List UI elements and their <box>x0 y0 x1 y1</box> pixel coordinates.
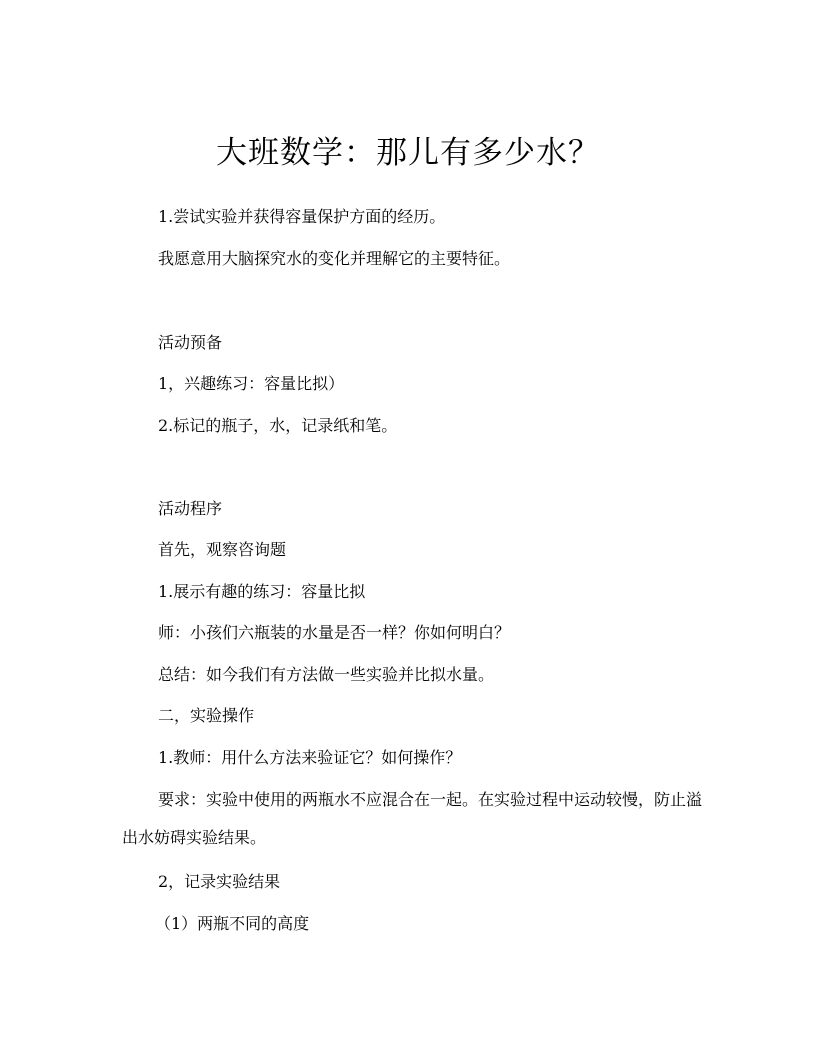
paragraph-goal-2: 我愿意用大脑探究水的变化并理解它的主要特征。 <box>158 249 511 268</box>
paragraph-record-1: （1）两瓶不同的高度 <box>155 914 310 933</box>
paragraph-summary: 总结：如今我们有方法做一些实验并比拟水量。 <box>158 665 495 684</box>
paragraph-requirements: 要求：实验中使用的两瓶水不应混合在一起。在实验过程中运动较慢，防止溢出水妨碍实验结果。 <box>122 790 703 847</box>
section-heading-experiment: 二，实验操作 <box>158 706 255 725</box>
paragraph-prep-2: 2.标记的瓶子，水，记录纸和笔。 <box>158 416 398 435</box>
section-heading-procedure: 活动程序 <box>158 499 223 518</box>
paragraph-observe: 首先，观察咨询题 <box>158 540 287 559</box>
paragraph-show: 1.展示有趣的练习：容量比拟 <box>158 582 366 601</box>
paragraph-prep-1: 1，兴趣练习：容量比拟） <box>158 374 345 393</box>
paragraph-teacher-method: 1.教师：用什么方法来验证它？如何操作？ <box>158 748 462 767</box>
document-title: 大班数学：那儿有多少水？ <box>216 134 600 171</box>
section-heading-preparation: 活动预备 <box>158 333 223 352</box>
section-heading-record: 2，记录实验结果 <box>158 872 281 891</box>
paragraph-teacher-question: 师：小孩们六瓶装的水量是否一样？你如何明白？ <box>158 623 511 642</box>
paragraph-goal-1: 1.尝试实验并获得容量保护方面的经历。 <box>158 207 446 226</box>
